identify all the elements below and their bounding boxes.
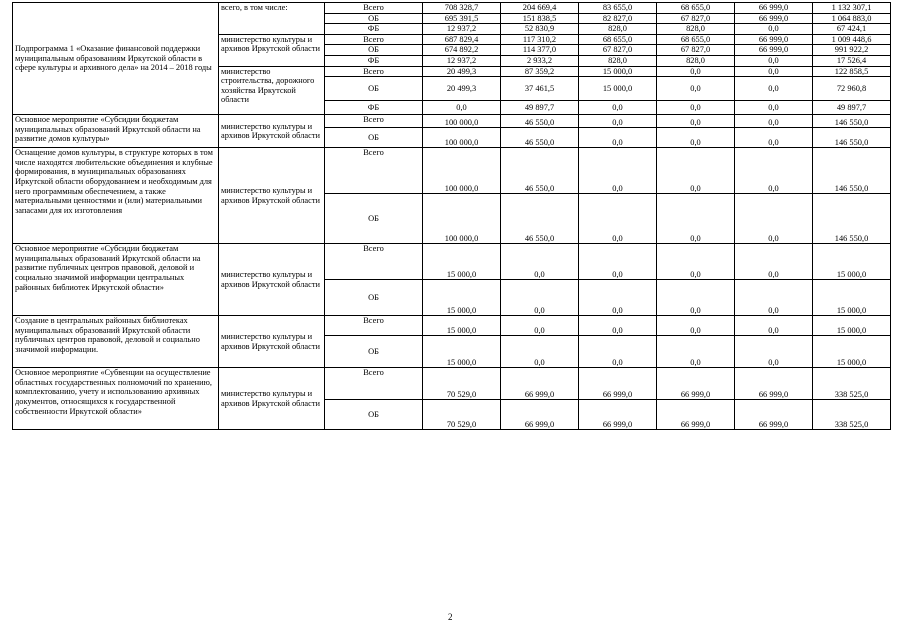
- amount-cell: 68 655,0: [657, 3, 735, 14]
- amount-cell: 0,0: [657, 280, 735, 316]
- table-row: [13, 3, 891, 14]
- amount-cell: 0,0: [735, 77, 813, 101]
- amount-cell: 0,0: [579, 316, 657, 336]
- funding-source-cell: Всего: [325, 115, 423, 128]
- funding-source-cell: Всего: [325, 34, 423, 45]
- amount-cell: 151 838,5: [501, 13, 579, 24]
- amount-cell: 674 892,2: [423, 45, 501, 56]
- amount-cell: 66 999,0: [735, 13, 813, 24]
- activity-name-cell: Оснащение домов культуры, в структуре которых в том числе находятся любительские объединения и клубные формирования, в муниципальных образованиях Иркутской области оборудованием и необходимым для него программным обеспечением, а также материальными ценностями и (или) материальными запасами для их изготовления: [13, 148, 219, 244]
- amount-cell: 15 000,0: [423, 336, 501, 368]
- amount-cell: 66 999,0: [501, 368, 579, 400]
- amount-cell: 20 499,3: [423, 77, 501, 101]
- budget-table: [12, 2, 891, 430]
- amount-cell: 0,0: [735, 101, 813, 115]
- amount-cell: 68 655,0: [579, 34, 657, 45]
- executor-cell: министерство строительства, дорожного хозяйства Иркутской области: [219, 66, 325, 115]
- amount-cell: 15 000,0: [579, 77, 657, 101]
- amount-cell: 0,0: [579, 280, 657, 316]
- amount-cell: 15 000,0: [423, 316, 501, 336]
- amount-cell: 122 858,5: [813, 66, 891, 77]
- amount-cell: 828,0: [579, 24, 657, 35]
- funding-source-cell: ОБ: [325, 280, 423, 316]
- amount-cell: 338 525,0: [813, 368, 891, 400]
- amount-cell: 83 655,0: [579, 3, 657, 14]
- amount-cell: 72 960,8: [813, 77, 891, 101]
- table-row: [13, 316, 891, 336]
- amount-cell: 46 550,0: [501, 194, 579, 244]
- amount-cell: 66 999,0: [579, 368, 657, 400]
- funding-source-cell: ОБ: [325, 336, 423, 368]
- amount-cell: 1 064 883,0: [813, 13, 891, 24]
- amount-cell: 12 937,2: [423, 55, 501, 66]
- table-row: [13, 368, 891, 400]
- amount-cell: 15 000,0: [579, 66, 657, 77]
- amount-cell: 0,0: [657, 115, 735, 128]
- amount-cell: 2 933,2: [501, 55, 579, 66]
- amount-cell: 0,0: [735, 115, 813, 128]
- amount-cell: 49 897,7: [813, 101, 891, 115]
- amount-cell: 0,0: [735, 128, 813, 148]
- amount-cell: 37 461,5: [501, 77, 579, 101]
- amount-cell: 0,0: [735, 194, 813, 244]
- amount-cell: 1 132 307,1: [813, 3, 891, 14]
- funding-source-cell: Всего: [325, 368, 423, 400]
- executor-cell: всего, в том числе:: [219, 3, 325, 35]
- amount-cell: 114 377,0: [501, 45, 579, 56]
- amount-cell: 15 000,0: [423, 280, 501, 316]
- funding-source-cell: Всего: [325, 3, 423, 14]
- amount-cell: 0,0: [501, 244, 579, 280]
- amount-cell: 46 550,0: [501, 115, 579, 128]
- amount-cell: 17 526,4: [813, 55, 891, 66]
- amount-cell: 82 827,0: [579, 13, 657, 24]
- amount-cell: 66 999,0: [657, 400, 735, 430]
- table-row: [13, 148, 891, 194]
- amount-cell: 66 999,0: [735, 34, 813, 45]
- amount-cell: 204 669,4: [501, 3, 579, 14]
- activity-name-cell: Основное мероприятие «Субвенции на осуществление областных государственных полномочий по хранению, комплектованию, учету и использованию архивных документов, относящихся к государственной собственности Иркутской области»: [13, 368, 219, 430]
- amount-cell: 0,0: [579, 101, 657, 115]
- funding-source-cell: ФБ: [325, 101, 423, 115]
- funding-source-cell: ОБ: [325, 45, 423, 56]
- amount-cell: 695 391,5: [423, 13, 501, 24]
- amount-cell: 0,0: [657, 101, 735, 115]
- amount-cell: 0,0: [657, 316, 735, 336]
- amount-cell: 0,0: [501, 280, 579, 316]
- amount-cell: 66 999,0: [657, 368, 735, 400]
- table-row: [13, 115, 891, 128]
- table-row: [13, 244, 891, 280]
- funding-source-cell: ФБ: [325, 55, 423, 66]
- amount-cell: 20 499,3: [423, 66, 501, 77]
- funding-source-cell: Всего: [325, 244, 423, 280]
- amount-cell: 0,0: [657, 148, 735, 194]
- amount-cell: 67 827,0: [657, 13, 735, 24]
- executor-cell: министерство культуры и архивов Иркутской области: [219, 34, 325, 66]
- amount-cell: 46 550,0: [501, 128, 579, 148]
- amount-cell: 0,0: [579, 148, 657, 194]
- amount-cell: 146 550,0: [813, 194, 891, 244]
- amount-cell: 0,0: [579, 244, 657, 280]
- amount-cell: 100 000,0: [423, 115, 501, 128]
- funding-source-cell: ОБ: [325, 77, 423, 101]
- amount-cell: 15 000,0: [813, 336, 891, 368]
- amount-cell: 15 000,0: [423, 244, 501, 280]
- amount-cell: 0,0: [735, 55, 813, 66]
- amount-cell: 0,0: [579, 336, 657, 368]
- activity-name-cell: Создание в центральных районных библиотеках муниципальных образований Иркутской области публичных центров правовой, деловой и социально значимой информации.: [13, 316, 219, 368]
- amount-cell: 0,0: [735, 280, 813, 316]
- amount-cell: 0,0: [657, 66, 735, 77]
- amount-cell: 66 999,0: [735, 400, 813, 430]
- funding-source-cell: ОБ: [325, 13, 423, 24]
- amount-cell: 0,0: [735, 316, 813, 336]
- amount-cell: 991 922,2: [813, 45, 891, 56]
- amount-cell: 49 897,7: [501, 101, 579, 115]
- amount-cell: 46 550,0: [501, 148, 579, 194]
- amount-cell: 67 827,0: [579, 45, 657, 56]
- amount-cell: 146 550,0: [813, 128, 891, 148]
- amount-cell: 117 310,2: [501, 34, 579, 45]
- amount-cell: 0,0: [501, 336, 579, 368]
- amount-cell: 0,0: [735, 244, 813, 280]
- amount-cell: 0,0: [657, 336, 735, 368]
- funding-source-cell: Всего: [325, 316, 423, 336]
- funding-source-cell: Всего: [325, 66, 423, 77]
- amount-cell: 66 999,0: [735, 368, 813, 400]
- amount-cell: 100 000,0: [423, 148, 501, 194]
- amount-cell: 0,0: [423, 101, 501, 115]
- executor-cell: министерство культуры и архивов Иркутской области: [219, 368, 325, 430]
- amount-cell: 687 829,4: [423, 34, 501, 45]
- amount-cell: 100 000,0: [423, 194, 501, 244]
- activity-name-cell: Основное мероприятие «Субсидии бюджетам муниципальных образований Иркутской области на развитие публичных центров правовой, деловой и социально значимой информации центральных районных библиотек Иркутской области»: [13, 244, 219, 316]
- executor-cell: министерство культуры и архивов Иркутской области: [219, 316, 325, 368]
- activity-name-cell: Подпрограмма 1 «Оказание финансовой поддержки муниципальным образованиям Иркутской области в сфере культуры и архивного дела» на 2014 – 2018 годы: [13, 3, 219, 115]
- amount-cell: 12 937,2: [423, 24, 501, 35]
- amount-cell: 67 827,0: [657, 45, 735, 56]
- amount-cell: 87 359,2: [501, 66, 579, 77]
- amount-cell: 1 009 448,6: [813, 34, 891, 45]
- amount-cell: 66 999,0: [735, 3, 813, 14]
- funding-source-cell: ФБ: [325, 24, 423, 35]
- amount-cell: 15 000,0: [813, 316, 891, 336]
- funding-source-cell: ОБ: [325, 128, 423, 148]
- amount-cell: 828,0: [657, 55, 735, 66]
- amount-cell: 0,0: [579, 194, 657, 244]
- amount-cell: 52 830,9: [501, 24, 579, 35]
- amount-cell: 0,0: [735, 336, 813, 368]
- amount-cell: 0,0: [657, 128, 735, 148]
- activity-name-cell: Основное мероприятие «Субсидии бюджетам муниципальных образований Иркутской области на развитие домов культуры»: [13, 115, 219, 148]
- amount-cell: 0,0: [657, 244, 735, 280]
- amount-cell: 70 529,0: [423, 368, 501, 400]
- amount-cell: 146 550,0: [813, 148, 891, 194]
- amount-cell: 0,0: [735, 66, 813, 77]
- executor-cell: министерство культуры и архивов Иркутской области: [219, 244, 325, 316]
- funding-source-cell: ОБ: [325, 194, 423, 244]
- funding-source-cell: ОБ: [325, 400, 423, 430]
- page-number: 2: [448, 612, 453, 622]
- amount-cell: 0,0: [735, 148, 813, 194]
- amount-cell: 66 999,0: [501, 400, 579, 430]
- amount-cell: 338 525,0: [813, 400, 891, 430]
- executor-cell: министерство культуры и архивов Иркутской области: [219, 148, 325, 244]
- amount-cell: 0,0: [657, 194, 735, 244]
- amount-cell: 66 999,0: [735, 45, 813, 56]
- amount-cell: 15 000,0: [813, 280, 891, 316]
- amount-cell: 828,0: [657, 24, 735, 35]
- amount-cell: 67 424,1: [813, 24, 891, 35]
- amount-cell: 68 655,0: [657, 34, 735, 45]
- amount-cell: 0,0: [579, 115, 657, 128]
- amount-cell: 70 529,0: [423, 400, 501, 430]
- amount-cell: 66 999,0: [579, 400, 657, 430]
- amount-cell: 0,0: [579, 128, 657, 148]
- amount-cell: 0,0: [735, 24, 813, 35]
- amount-cell: 15 000,0: [813, 244, 891, 280]
- executor-cell: министерство культуры и архивов Иркутской области: [219, 115, 325, 148]
- amount-cell: 828,0: [579, 55, 657, 66]
- funding-source-cell: Всего: [325, 148, 423, 194]
- amount-cell: 0,0: [657, 77, 735, 101]
- amount-cell: 708 328,7: [423, 3, 501, 14]
- amount-cell: 146 550,0: [813, 115, 891, 128]
- amount-cell: 0,0: [501, 316, 579, 336]
- amount-cell: 100 000,0: [423, 128, 501, 148]
